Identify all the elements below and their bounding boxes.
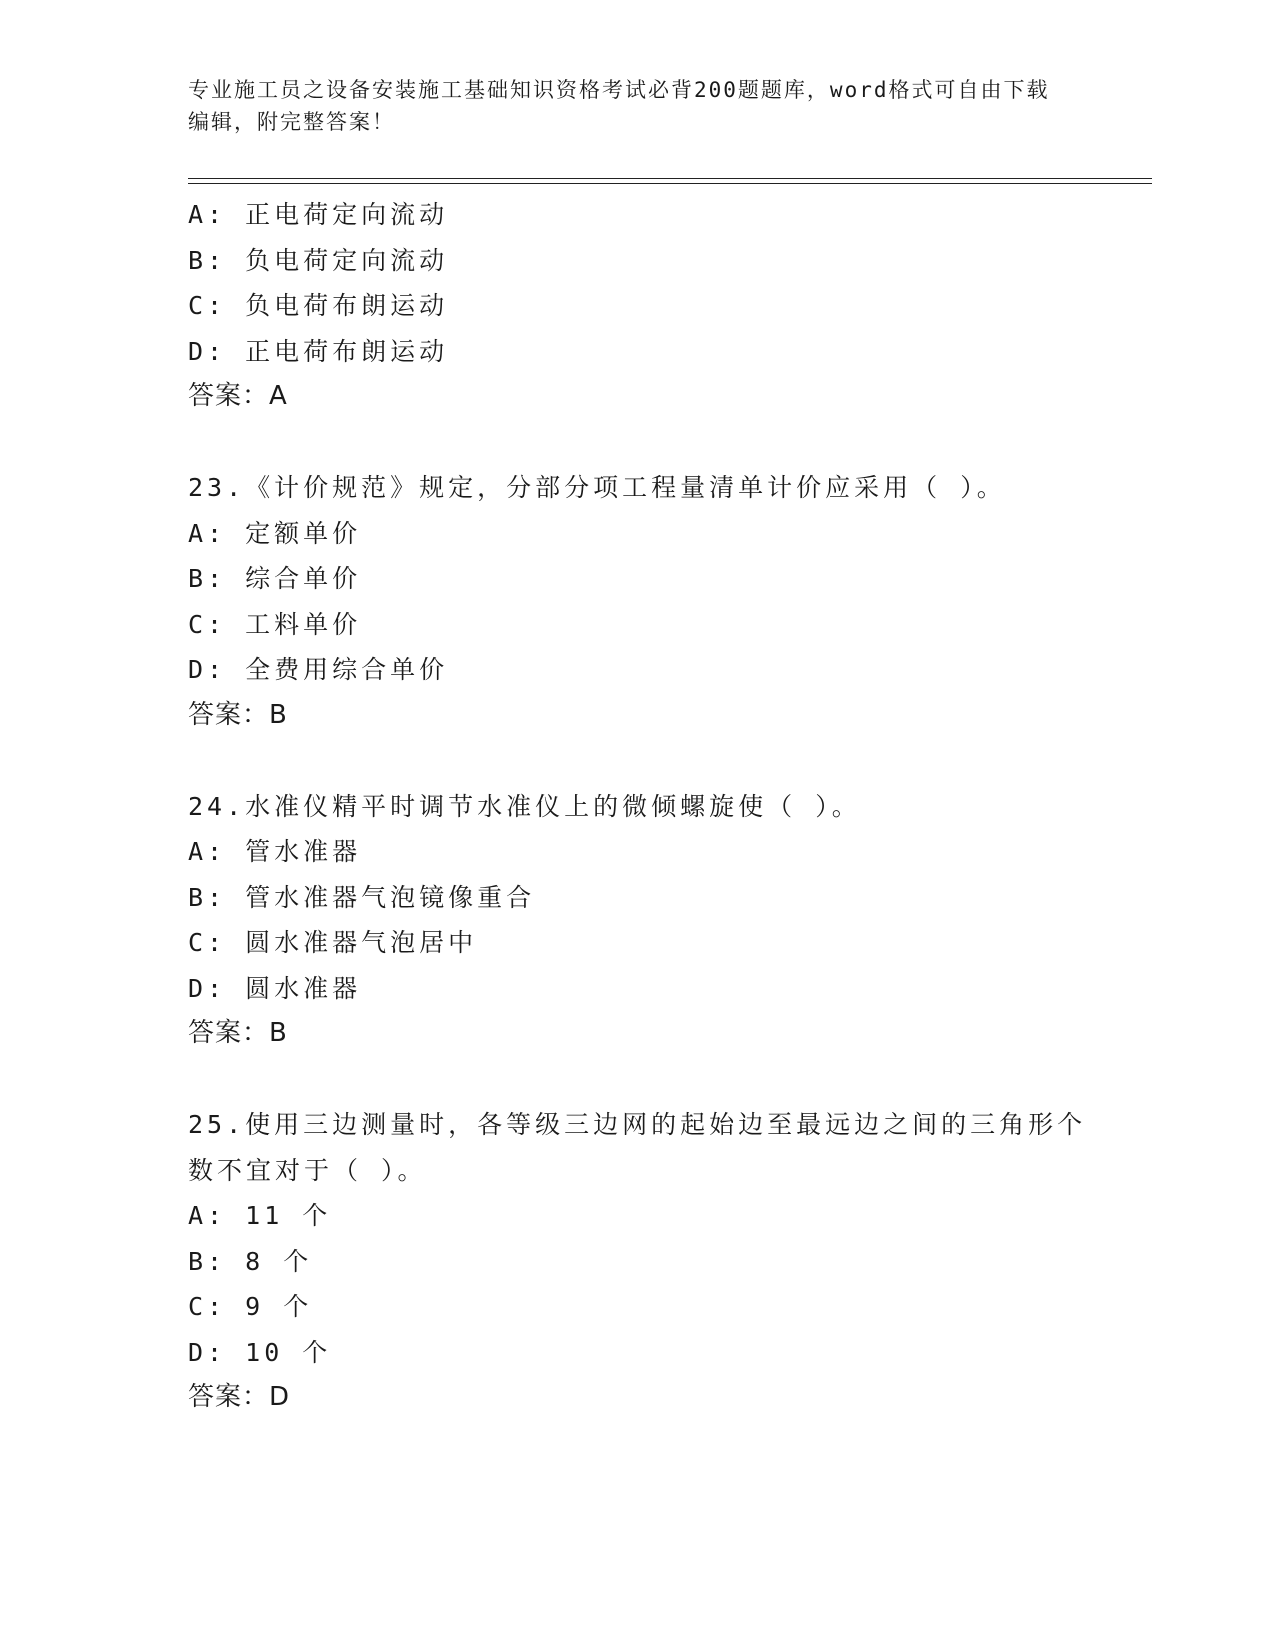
option-b: B: 管水准器气泡镜像重合 bbox=[188, 882, 536, 912]
option-d: D: 正电荷布朗运动 bbox=[188, 336, 449, 366]
spacer bbox=[188, 420, 1108, 466]
option-c: C: 负电荷布朗运动 bbox=[188, 291, 449, 320]
answer-line: 答案：D bbox=[188, 1382, 291, 1412]
option-d: D: 圆水准器 bbox=[188, 973, 362, 1003]
question-24 bbox=[188, 784, 1108, 1057]
option-d: D: 10 个 bbox=[188, 1337, 332, 1367]
spacer bbox=[188, 1057, 1108, 1103]
option-c: C: 9 个 bbox=[188, 1292, 313, 1321]
question-text: 24.水准仪精平时调节水准仪上的微倾螺旋使（ ）。 bbox=[188, 791, 861, 821]
question-text: 23.《计价规范》规定，分部分项工程量清单计价应采用（ ）。 bbox=[188, 473, 1006, 502]
option-a: A: 定额单价 bbox=[188, 518, 362, 548]
question-content bbox=[188, 192, 1108, 1421]
option-b: B: 综合单价 bbox=[188, 564, 362, 593]
question-23 bbox=[188, 465, 1108, 738]
option-c: C: 圆水准器气泡居中 bbox=[188, 928, 478, 957]
option-a: A: 管水准器 bbox=[188, 837, 362, 866]
header-rule-top bbox=[188, 178, 1152, 179]
option-c: C: 工料单价 bbox=[188, 609, 362, 639]
option-a: A: 11 个 bbox=[188, 1201, 332, 1230]
question-25 bbox=[188, 1102, 1108, 1421]
answer-line: 答案：A bbox=[188, 381, 288, 411]
option-a: A: 正电荷定向流动 bbox=[188, 200, 449, 229]
answer-line: 答案：B bbox=[188, 699, 288, 730]
option-b: B: 8 个 bbox=[188, 1246, 313, 1276]
document-header: 专业施工员之设备安装施工基础知识资格考试必背200题题库，word格式可自由下载编辑，附完整答案！ bbox=[188, 78, 1050, 134]
header-rule-bottom bbox=[188, 183, 1152, 184]
option-b: B: 负电荷定向流动 bbox=[188, 245, 449, 275]
spacer bbox=[188, 738, 1108, 784]
question-text-line-1: 25.使用三边测量时，各等级三边网的起始边至最远边之间的三角形个 bbox=[188, 1110, 1087, 1139]
answer-line: 答案：B bbox=[188, 1018, 288, 1048]
question-text-line-2: 数不宜对于（ ）。 bbox=[188, 1155, 427, 1185]
option-d: D: 全费用综合单价 bbox=[188, 655, 449, 684]
question-22 bbox=[188, 192, 1108, 420]
